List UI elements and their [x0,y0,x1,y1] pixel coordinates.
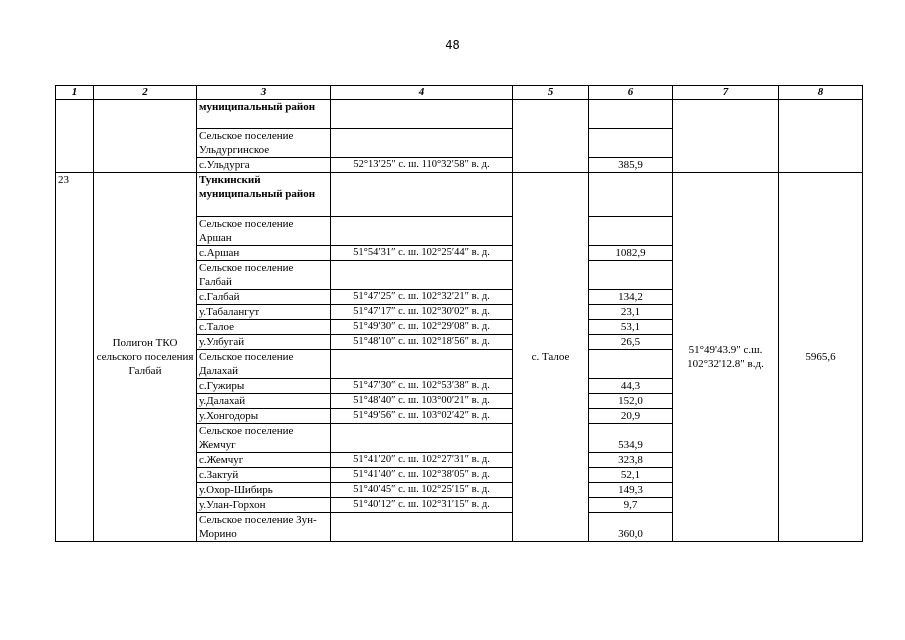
cell-number: 23 [56,173,94,542]
cell-value: 134,2 [589,290,673,305]
cell-value [589,100,673,129]
cell-settlement: Сельское поселение Зун-Морино [197,513,331,542]
cell-settlement: муниципальный район [197,100,331,129]
cell-settlement: с.Талое [197,320,331,335]
column-header: 3 [197,86,331,100]
cell-value: 20,9 [589,409,673,424]
header-row [56,86,863,100]
cell-coordinates [331,513,513,542]
cell-settlement: Сельское поселение Аршан [197,217,331,246]
cell-settlement: с.Галбай [197,290,331,305]
cell-coordinates: 51°49′56″ с. ш. 103°02′42″ в. д. [331,409,513,424]
cell-coordinates: 51°40′12″ с. ш. 102°31′15″ в. д. [331,498,513,513]
cell-settlement: у.Улбугай [197,335,331,350]
column-header: 5 [513,86,589,100]
cell-coordinates: 51°40′45″ с. ш. 102°25′15″ в. д. [331,483,513,498]
cell-value: 385,9 [589,158,673,173]
cell-settlement: с.Жемчуг [197,453,331,468]
cell-coordinates [331,350,513,379]
cell-coordinates: 51°54′31″ с. ш. 102°25′44″ в. д. [331,246,513,261]
column-header: 7 [673,86,779,100]
cell-coordinates [331,173,513,217]
cell-coordinates [331,424,513,453]
cell-object: Полигон ТКО сельского поселения Галбай [94,173,197,542]
cell-coordinates: 51°47′25″ с. ш. 102°32′21″ в. д. [331,290,513,305]
cell-coordinates [331,129,513,158]
cell-coordinates: 51°41′40″ с. ш. 102°38′05″ в. д. [331,468,513,483]
cell-coordinates: 51°48′40″ с. ш. 103°00′21″ в. д. [331,394,513,409]
cell-value [589,129,673,158]
cell-settlement: с.Аршан [197,246,331,261]
cell-coordinates [331,217,513,246]
cell-number [56,100,94,173]
cell-coordinates: 51°49′30″ с. ш. 102°29′08″ в. д. [331,320,513,335]
cell-site-coordinates: 51°49'43.9" с.ш. 102°32'12.8" в.д. [673,173,779,542]
table-row [56,100,863,129]
cell-settlement: с.Ульдурга [197,158,331,173]
cell-settlement: с.Зактуй [197,468,331,483]
cell-coordinates: 51°47′17″ с. ш. 102°30′02″ в. д. [331,305,513,320]
cell-value: 534,9 [589,424,673,453]
cell-total: 5965,6 [779,173,863,542]
data-table [55,85,863,542]
cell-settlement: у.Охор-Шибирь [197,483,331,498]
cell-coordinates: 51°41′20″ с. ш. 102°27′31″ в. д. [331,453,513,468]
page-number: 48 [445,38,460,52]
cell-value: 44,3 [589,379,673,394]
cell-coordinates: 52°13′25″ с. ш. 110°32′58″ в. д. [331,158,513,173]
cell-value: 152,0 [589,394,673,409]
cell-value [589,261,673,290]
cell-settlement: Сельское поселение Ульдургинское [197,129,331,158]
cell-settlement: с.Гужиры [197,379,331,394]
cell-value: 9,7 [589,498,673,513]
cell-settlement: Тункинский муниципальный район [197,173,331,217]
cell-value [589,350,673,379]
cell-location: с. Талое [513,173,589,542]
cell-settlement: Сельское поселение Далахай [197,350,331,379]
cell-settlement: Сельское поселение Жемчуг [197,424,331,453]
cell-location [513,100,589,173]
cell-value: 360,0 [589,513,673,542]
cell-settlement: у.Далахай [197,394,331,409]
cell-total [779,100,863,173]
cell-value: 26,5 [589,335,673,350]
table-row [56,173,863,217]
cell-coordinates: 51°48′10″ с. ш. 102°18′56″ в. д. [331,335,513,350]
cell-value [589,173,673,217]
cell-settlement: у.Улан-Горхон [197,498,331,513]
cell-value: 53,1 [589,320,673,335]
cell-value: 23,1 [589,305,673,320]
cell-coordinates [331,261,513,290]
cell-value [589,217,673,246]
cell-coordinates: 51°47′30″ с. ш. 102°53′38″ в. д. [331,379,513,394]
cell-settlement: у.Табалангут [197,305,331,320]
column-header: 6 [589,86,673,100]
cell-value: 52,1 [589,468,673,483]
cell-coordinates [331,100,513,129]
column-header: 8 [779,86,863,100]
cell-object [94,100,197,173]
cell-value: 149,3 [589,483,673,498]
cell-settlement: у.Хонгодоры [197,409,331,424]
cell-value: 1082,9 [589,246,673,261]
column-header: 1 [56,86,94,100]
cell-value: 323,8 [589,453,673,468]
cell-settlement: Сельское поселение Галбай [197,261,331,290]
cell-site-coordinates [673,100,779,173]
column-header: 2 [94,86,197,100]
column-header: 4 [331,86,513,100]
